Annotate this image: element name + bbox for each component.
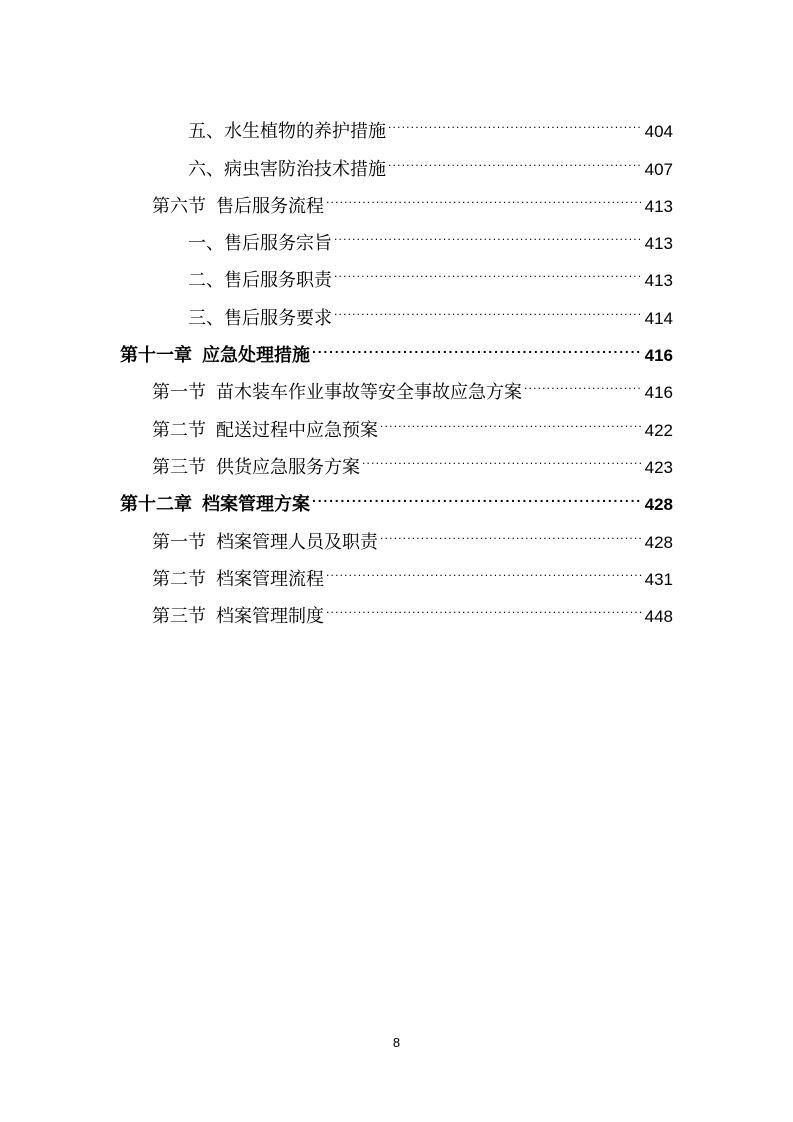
- toc-entry-title: 档案管理方案: [202, 494, 310, 516]
- toc-entry-page: 431: [644, 569, 673, 589]
- toc-dot-leader: [362, 436, 643, 473]
- toc-entry[interactable]: [0, 510, 673, 553]
- toc-entry-title: 水生植物的养护措施: [224, 121, 386, 143]
- toc-entry-title: 售后服务要求: [224, 307, 332, 329]
- toc-dot-leader: [524, 361, 643, 398]
- toc-dot-leader: [334, 286, 643, 323]
- toc-entry[interactable]: [0, 137, 673, 180]
- toc-dot-leader: [380, 398, 643, 435]
- toc-entry-number: 第十一章: [120, 345, 192, 367]
- toc-entry-title: 病虫害防治技术措施: [224, 158, 386, 180]
- toc-entry[interactable]: [0, 212, 673, 255]
- toc-entry-title: 售后服务流程: [216, 195, 324, 217]
- toc-entry-number: 第二节: [152, 419, 206, 441]
- toc-entry-title: 档案管理流程: [216, 568, 324, 590]
- toc-dot-leader: [326, 175, 643, 212]
- toc-entry-number: 第一节: [152, 531, 206, 553]
- toc-entry-number: 第三节: [152, 456, 206, 478]
- toc-entry[interactable]: [0, 436, 673, 478]
- toc-dot-leader: [380, 510, 643, 547]
- toc-entry-number: 一、: [188, 233, 224, 255]
- toc-entry-title: 档案管理人员及职责: [216, 531, 378, 553]
- toc-entry-number: 五、: [188, 121, 224, 143]
- toc-chapter-entry[interactable]: [0, 324, 673, 367]
- page-number: 8: [392, 1035, 401, 1050]
- toc-entry[interactable]: [0, 361, 673, 404]
- toc-entry-page: 448: [644, 607, 673, 627]
- toc-entry-page: 428: [644, 532, 673, 552]
- toc-entry[interactable]: [0, 585, 673, 628]
- toc-entry-page: 422: [644, 420, 673, 440]
- toc-dot-leader: [388, 100, 643, 137]
- toc-entry-title: 苗木装车作业事故等安全事故应急方案: [216, 382, 522, 404]
- toc-entry-number: 第十二章: [120, 494, 192, 516]
- toc-entry-page: 413: [644, 196, 673, 216]
- toc-entry-number: 二、: [188, 270, 224, 292]
- toc-entry-page: 416: [644, 383, 673, 403]
- toc-entry-number: 第三节: [152, 606, 206, 628]
- toc-entry-page: 414: [644, 308, 673, 328]
- toc-entry[interactable]: [0, 548, 673, 590]
- toc-dot-leader: [326, 585, 643, 622]
- toc-dot-leader: [312, 324, 643, 361]
- toc-entry-number: 三、: [188, 307, 224, 329]
- toc-entry[interactable]: [0, 175, 673, 217]
- toc-dot-leader: [326, 548, 643, 585]
- toc-entry-title: 档案管理制度: [216, 606, 324, 628]
- toc-entry-page: 404: [644, 122, 673, 142]
- toc-entry-page: 423: [644, 457, 673, 477]
- toc-entry-title: 配送过程中应急预案: [216, 419, 378, 441]
- toc-entry-title: 供货应急服务方案: [216, 456, 360, 478]
- table-of-contents: [0, 100, 793, 628]
- toc-dot-leader: [334, 249, 643, 286]
- toc-entry-number: 第一节: [152, 382, 206, 404]
- toc-entry-page: 416: [644, 346, 673, 366]
- toc-entry[interactable]: [0, 100, 673, 143]
- toc-entry-page: 407: [644, 159, 673, 179]
- toc-entry-page: 428: [644, 495, 673, 515]
- toc-entry[interactable]: [0, 398, 673, 441]
- toc-dot-leader: [312, 473, 643, 510]
- toc-chapter-entry[interactable]: [0, 473, 673, 516]
- toc-entry-number: 第六节: [152, 195, 206, 217]
- toc-entry-page: 413: [644, 271, 673, 291]
- toc-entry-page: 413: [644, 234, 673, 254]
- toc-entry[interactable]: [0, 249, 673, 292]
- toc-entry[interactable]: [0, 286, 673, 329]
- toc-dot-leader: [388, 137, 643, 174]
- toc-entry-title: 售后服务职责: [224, 270, 332, 292]
- toc-entry-title: 售后服务宗旨: [224, 233, 332, 255]
- toc-entry-number: 第二节: [152, 568, 206, 590]
- toc-entry-title: 应急处理措施: [202, 345, 310, 367]
- toc-dot-leader: [334, 212, 643, 249]
- toc-entry-number: 六、: [188, 158, 224, 180]
